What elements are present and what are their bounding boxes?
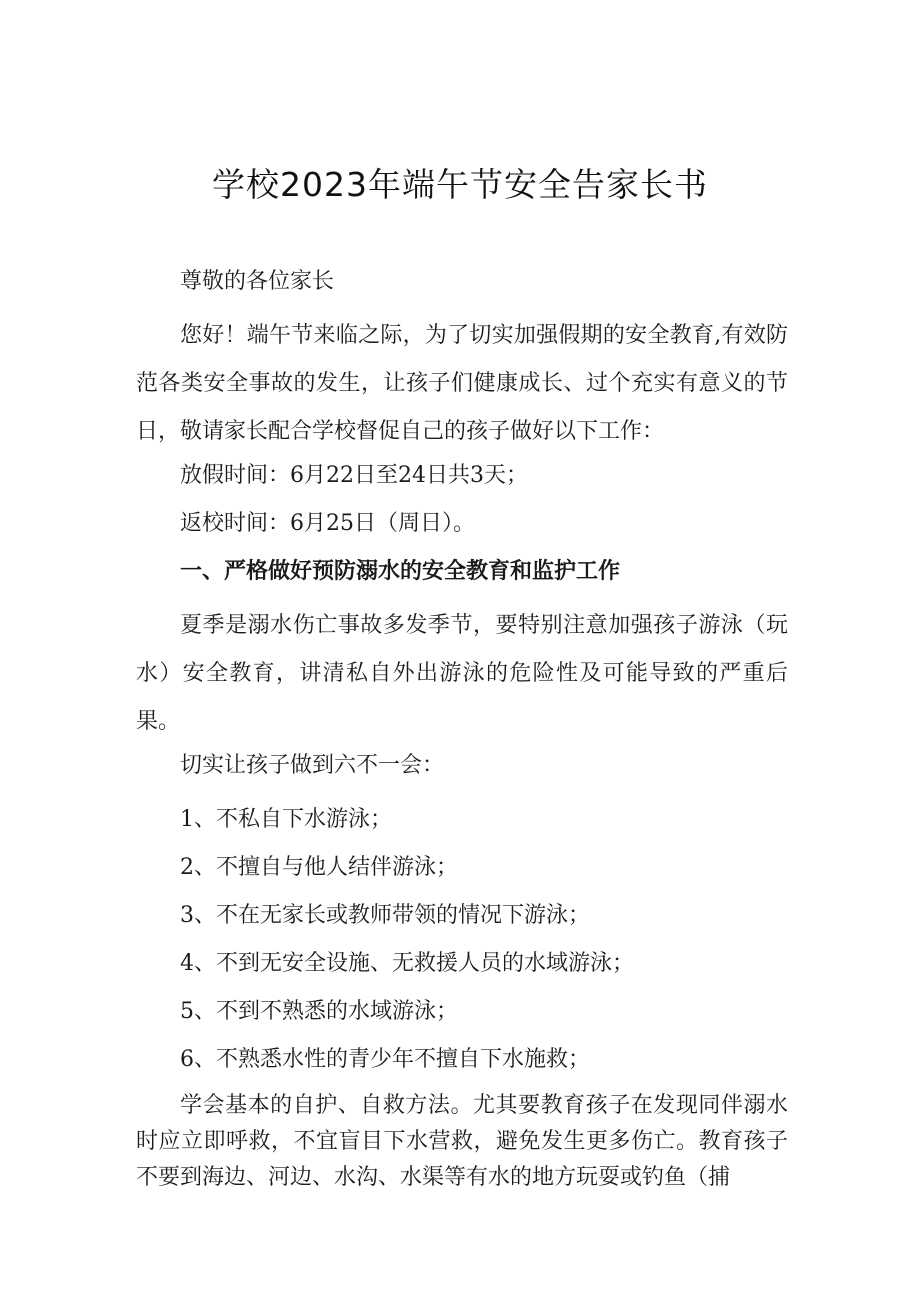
body-block-4 — [136, 506, 788, 542]
section1-paragraph-1: 夏季是溺水伤亡事故多发季节，要特别注意加强孩子游泳（玩水）安全教育，讲清私自外出游泳的危险性及可能导致的严重后果。 — [136, 613, 788, 734]
body-block-2 — [136, 312, 788, 456]
body-block-3 — [136, 458, 788, 494]
rule-item: 6、不熟悉水性的青少年不擅自下水施救； — [180, 1047, 590, 1072]
return-time: 返校时间：6月25日（周日）。 — [180, 511, 475, 536]
document-title: 学校2023年端午节安全告家长书 — [212, 165, 708, 204]
body-block-1 — [136, 264, 788, 300]
body-block-7 — [136, 748, 788, 784]
rule-item: 1、不私自下水游泳； — [180, 807, 392, 832]
rule-item: 3、不在无家长或教师带领的情况下游泳； — [180, 903, 590, 928]
section1-paragraph-2: 学会基本的自护、自救方法。尤其要教育孩子在发现同伴溺水时应立即呼救，不宜盲目下水营救，避免发生更多伤亡。教育孩子不要到海边、河边、水沟、水渠等有水的地方玩耍或钓鱼（捕 — [136, 1093, 788, 1190]
rule-item: 4、不到无安全设施、无救援人员的水域游泳； — [180, 951, 634, 976]
rule-item: 5、不到不熟悉的水域游泳； — [180, 999, 458, 1024]
rules-list — [136, 796, 788, 1084]
intro-paragraph: 您好！端午节来临之际，为了切实加强假期的安全教育,有效防范各类安全事故的发生，让孩子们健康成长、过个充实有意义的节日，敬请家长配合学校督促自己的孩子做好以下工作： — [136, 323, 788, 444]
rule-item: 2、不擅自与他人结伴游泳； — [180, 855, 458, 880]
body-block-6 — [136, 602, 788, 746]
body-block-8 — [136, 1088, 788, 1196]
salutation: 尊敬的各位家长 — [180, 269, 335, 294]
section-heading-1: 一、严格做好预防溺水的安全教育和监护工作 — [180, 559, 621, 584]
holiday-time: 放假时间：6月22日至24日共3天； — [180, 463, 528, 488]
rules-intro: 切实让孩子做到六不一会： — [180, 753, 445, 778]
body-block-5 — [136, 554, 788, 590]
